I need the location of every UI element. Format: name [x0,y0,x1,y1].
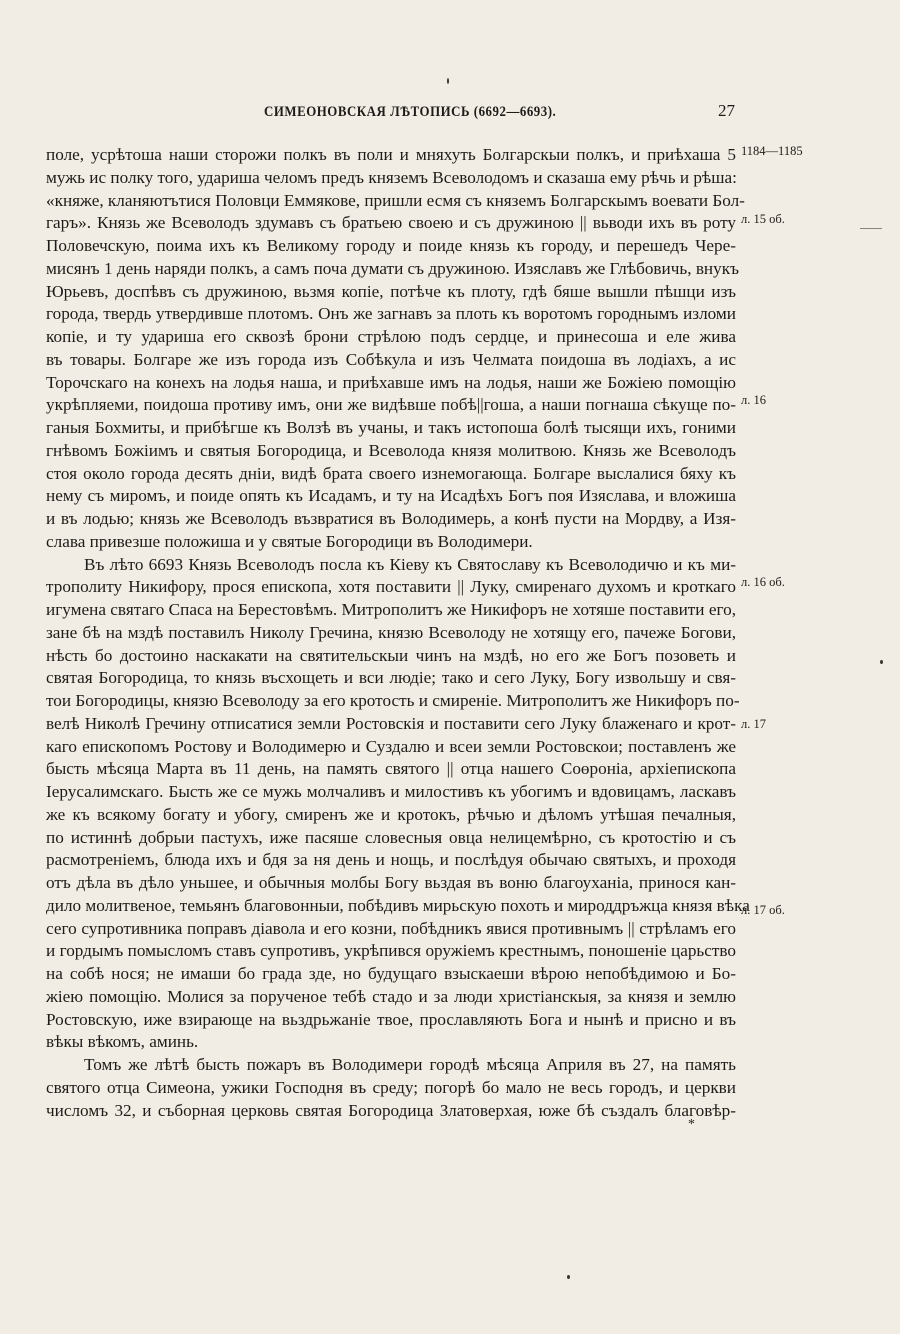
text-line: города, твердь утвердивше плотомъ. Онъ же загнавъ за плоть къ воротомъ городнымъ изломи [46,304,736,324]
text-line: Половечскую, поима ихъ къ Великому городу и поиде князь къ городу, и перешедъ Чере- [46,236,736,255]
text-line: гнѣвомъ Божiимъ и святыя Богородица, и Всеволода князя молитвою. Князь же Всеволодъ [46,440,736,460]
text-line: дило молитвеное, темьянъ благовонныи, побѣдивъ мирьскую похоть и мироддръжца князя вѣка [46,895,750,915]
text-line: по истиннѣ добрыи пастухъ, иже пасяше словесныя овца нелицемѣрно, съ кротостiю и съ [46,827,736,847]
text-line: слава привезше положиша и у святые Богородици въ Володимери. [46,531,533,551]
text-line: Томъ же лѣтѣ бысть пожаръ въ Володимери городѣ мѣсяца Априля въ 27, на память [84,1055,736,1074]
text-line: святая Богородица, то князь въсхощеть и вси людiе; тако и сего Луку, Богу извольшу и свя- [46,668,736,688]
text-line: на собѣ нося; не имаши бо града зде, но будущаго взыскаеши вѣрою непобѣдимою и Бо- [46,964,736,983]
margin-note-folio: л. 16 об. [741,575,785,589]
text-line: числомъ 32, и съборная церковь святая Богородица Златоверхая, юже бѣ създалъ благовѣр- [46,1100,736,1120]
text-line: Въ лѣто 6693 Князь Всеволодъ посла къ Кiеву къ Святославу къ Всеволодичю и къ ми- [84,554,736,574]
text-line: святого отца Симеона, ужики Господня въ среду; погорѣ бо мало не весь городъ, и церкви [46,1077,736,1097]
text-line: же къ всякому богату и убогу, смиренъ же и кротокъ, рѣчью и дѣломъ утѣшая печалныя, [46,804,736,824]
text-line: зане бѣ на мздѣ поставилъ Николу Гречина, князю Всеволоду не хотящу его, пачеже Богови, [46,622,736,642]
text-line: Ростовскую, иже взирающе на вьздрьжанiе твое, прославляють Бога и нынѣ и присно и въ [46,1009,736,1029]
text-line: ганыя Бохмиты, и прибѣгше къ Волзѣ въ учаны, и такъ истопоша болѣ тысящи ихъ, гоними [46,418,736,437]
margin-note-folio: л. 16 [741,393,766,407]
print-speck [447,78,449,84]
text-line: вѣкы вѣкомъ, аминь. [46,1032,199,1052]
text-line: укрѣпляеми, поидоша противу имъ, они же видѣвше побѣ||гоша, а наши погнаша сѣкуще по- [46,395,736,415]
text-line: нѣсть бо достоино наскакати на святительскыи чинъ на мздѣ, но его же Богъ позоветь и [46,645,736,665]
margin-note-folio: л. 17 [741,717,766,731]
text-line: каго епископомъ Ростову и Володимерю и Суздалю и всеи земли Ростовскои; поставленъ же [46,736,736,756]
text-line: сего супротивника поправъ дiавола и его козни, побѣдникъ явися противнымъ || стрѣламъ его [46,918,736,938]
page-header [0,101,900,128]
text-line: жiею помощiю. Молися за порученое тебѣ стадо и за люди христiанскыя, за князя и землю [46,986,736,1006]
body-text [46,144,750,1122]
text-line: стоя около города десять днiи, видѣ брата своего изнемогающа. Болгаре выслалися бяху къ [46,463,736,483]
text-line: велѣ Николѣ Гречину отписатися земли Ростовскiя и поставити сего Луку блаженаго и крот- [46,713,736,733]
page-number: 27 [718,101,735,120]
margin-note-folio: л. 17 об. [741,903,785,917]
text-line: гаръ». Князь же Всеволодъ здумавъ съ братьею своею и съ дружиною || вьводи ихъ въ роту [46,213,736,233]
text-line: копiе, и ту удариша его сквозѣ брони стрѣлою подъ сердце, и принесоша и еле жива [46,327,736,346]
text-line: мужь ис полку того, удариша челомъ предъ княземъ Всеволодомъ и сказаша ему рѣчь и рѣша: [46,167,737,187]
running-title: СИМЕОНОВСКАЯ ЛѢТОПИСЬ (6692—6693). [264,104,557,120]
print-speck [880,660,883,664]
text-line: и въ лодью; князь же Всеволодъ възвратися въ Володимерь, а конѣ пусти на Мордву, а Изя- [46,509,736,528]
text-line: мисянъ 1 день наряди полкъ, а самъ поча думати съ дружиною. Изяславъ же Глѣбовичь, внукъ [46,258,739,278]
text-line: поле, усрѣтоша наши сторожи полкъ въ поли и мняхуть Болгарскыи полкъ, и приѣхаша 5 [46,145,736,164]
text-line: въ товары. Болгаре же изъ города изъ Собѣкула и изъ Челмата поидоша въ лодiахъ, а ис [46,349,736,369]
footer-asterisk: * [688,1117,695,1132]
text-line: игумена святаго Спаса на Берестовѣмъ. Митрополитъ же Никифоръ не хотяше поставити его, [46,600,736,619]
text-line: трополиту Никифору, прося епископа, хотя поставити || Луку, смиренаго духомъ и кроткаго [46,577,736,597]
text-line: Юрьевъ, доспѣвъ съ дружиною, вьзмя копiе, потѣче къ плоту, гдѣ бяше вышли пѣшци изъ [46,281,736,301]
margin-note-year: 1184—1185 [741,144,803,158]
text-line: расмотренiемъ, блюда ихъ и бдя за ня день и нощь, и послѣдуя обычаю святыхъ, и проходя [46,850,736,870]
text-line: Торочскаго на конехъ на лодья наша, и приѣхавше имъ на лодья, наши же Божiею помощiю [46,372,736,392]
text-line: и гордымъ помысломъ ставъ супротивъ, укрѣпився оружiемъ крестнымъ, поношенiе царьство [46,941,736,961]
text-line: нему съ миромъ, и поиде опять къ Исадамъ, и ту на Исадѣхъ Богъ поя Изяслава, и вложиша [46,486,736,506]
text-line: бысть мѣсяца Марта въ 11 день, на память святого || отца нашего Соөронiа, архiепископа [46,759,736,779]
text-line: «княже, кланяютътися Половци Еммякове, пришли есмя съ княземъ Болгарскымъ воевати Бол- [46,190,745,210]
print-speck [567,1275,570,1279]
text-line: отъ дѣла въ дѣло уньшее, и обычныя молбы Богу вьздая въ воню благоуханiа, принося кан- [46,873,736,892]
margin-note-folio: л. 15 об. [741,212,785,226]
text-line: Iерусалимскаго. Бысть же се мужь молчаливъ и милостивъ къ убогимъ и вдовицамъ, ласкавъ [46,782,736,801]
print-speck [860,228,882,229]
text-line: тои Богородицы, князю Всеволоду за его кротость и смиренiе. Митрополитъ же Никифоръ по- [46,691,740,710]
